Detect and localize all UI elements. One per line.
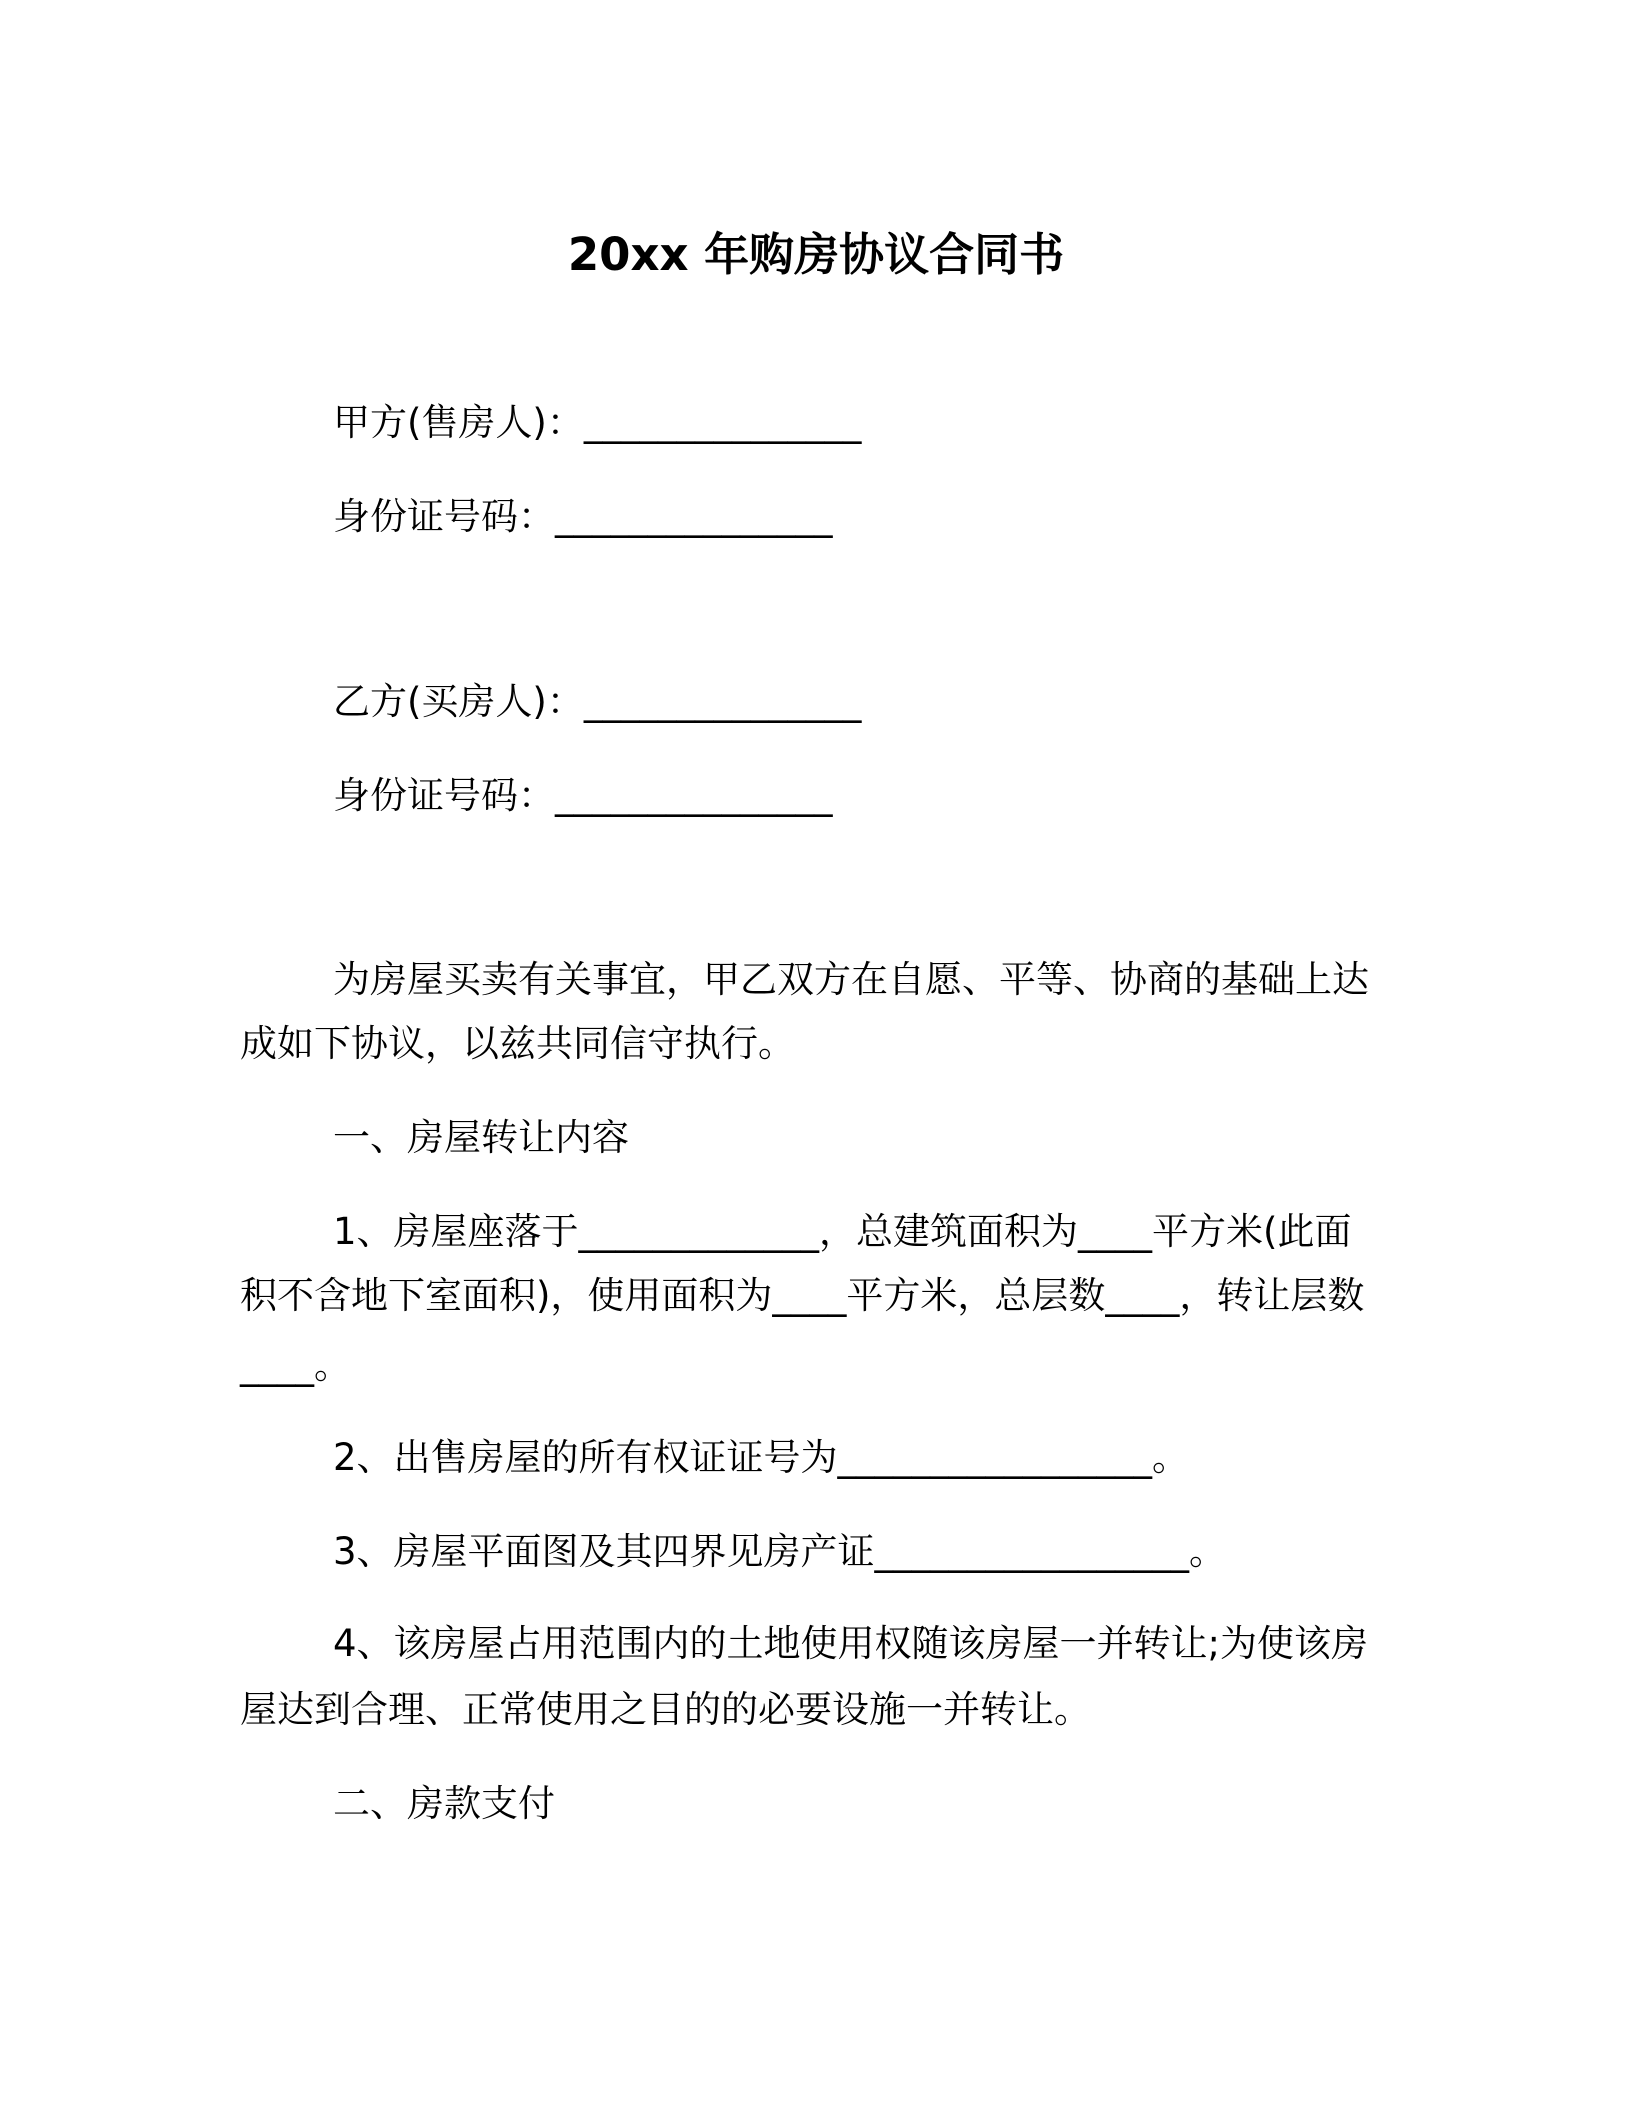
item-1-line-2: 积不含地下室面积)，使用面积为____平方米，总层数____，转让层数 <box>240 1274 1365 1317</box>
item-3: 3、房屋平面图及其四界见房产证_________________。 <box>333 1530 1227 1573</box>
section-2-heading: 二、房款支付 <box>333 1782 555 1825</box>
document-title: 20xx 年购房协议合同书 <box>567 228 1065 281</box>
party-b-id-label: 身份证号码：_______________ <box>333 774 833 817</box>
intro-line-1: 为房屋买卖有关事宜，甲乙双方在自愿、平等、协商的基础上达 <box>333 958 1369 1001</box>
item-4-line-1: 4、该房屋占用范围内的土地使用权随该房屋一并转让;为使该房 <box>333 1622 1369 1665</box>
intro-line-2: 成如下协议，以兹共同信守执行。 <box>240 1022 795 1065</box>
item-1-line-1: 1、房屋座落于_____________，总建筑面积为____平方米(此面 <box>333 1210 1352 1253</box>
section-1-heading: 一、房屋转让内容 <box>333 1116 629 1159</box>
party-a-label: 甲方(售房人)：_______________ <box>333 401 862 444</box>
item-1-line-3: ____。 <box>240 1344 351 1387</box>
item-2: 2、出售房屋的所有权证证号为_________________。 <box>333 1436 1190 1479</box>
party-b-label: 乙方(买房人)：_______________ <box>333 680 862 723</box>
item-4-line-2: 屋达到合理、正常使用之目的的必要设施一并转让。 <box>240 1688 1091 1731</box>
party-a-id-label: 身份证号码：_______________ <box>333 495 833 538</box>
